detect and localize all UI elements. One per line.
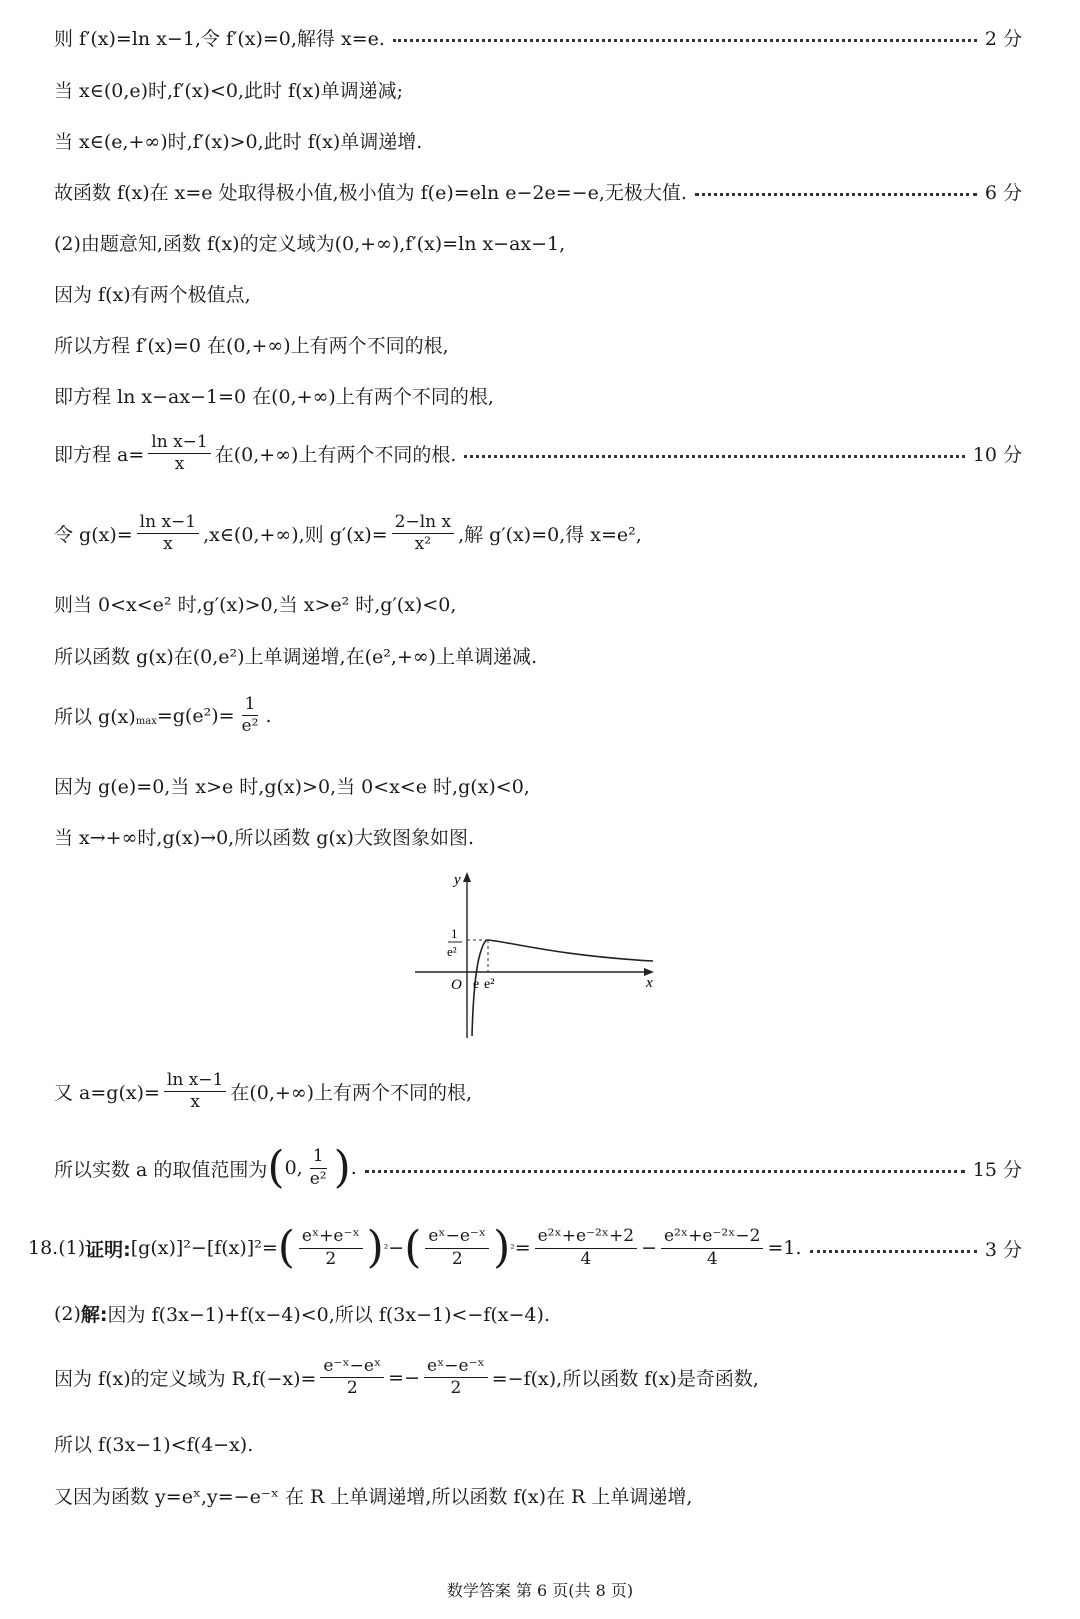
q18-part2-line: (2) 解: 因为 f(3x−1)+f(x−4)<0,所以 f(3x−1)<−f(x−4). [54,1302,550,1326]
step-line-7: 所以方程 f′(x)=0 在(0,+∞)上有两个不同的根, [54,335,449,357]
tick-numerator: 1 [451,926,458,941]
fraction: $\frac{1}{\text{e²}}$ [241,694,259,737]
q18-part1-line: 18. (1) 证明: [g(x)]²−[f(x)]²= ( $\frac{\text{eˣ+e⁻ˣ}}{2}$ ) ² − ( $\frac{\text{eˣ−e⁻ˣ}}{2}$ ) ² = $\frac{\text{e²ˣ+e⁻²ˣ+2}}{4}$ − $\frac{\text{e²ˣ+e⁻²ˣ−2}}{4}$ =1. 3 分 [28,1222,1022,1273]
step-line-3: 当 x∈(e,+∞)时,f′(x)>0,此时 f(x)单调递增. [54,131,423,153]
fraction: $\frac{\text{e²ˣ+e⁻²ˣ−2}}{4}$ [661,1226,763,1270]
step-line-4: 故函数 f(x)在 x=e 处取得极小值,极小值为 f(e)=eln e−2e=−e,无极大值. 6 分 [54,178,1022,205]
fraction: $\frac{\text{e²ˣ+e⁻²ˣ+2}}{4}$ [535,1226,637,1270]
score-label: 10 分 [972,444,1022,467]
x-label: x [646,975,653,991]
step-line-11: 则当 0<x<e² 时,g′(x)>0,当 x>e² 时,g′(x)<0, [54,594,457,616]
step-line-13: 所以 g(x) $_{max}$ =g(e²)= $\frac{1}{\text{e²}}$ . [54,694,272,737]
step-line-5: (2)由题意知,函数 f(x)的定义域为(0,+∞),f′(x)=ln x−ax−1, [54,233,566,255]
q18-monotonic-line: 又因为函数 y=eˣ,y=−e⁻ˣ 在 R 上单调递增,所以函数 f(x)在 R 上单调递增, [54,1486,693,1508]
y-axis-arrow [463,872,471,882]
step-line-1: 则 f′(x)=ln x−1,令 f′(x)=0,解得 x=e. 2 分 [54,24,1022,51]
q18-inequality-line: 所以 f(3x−1)<f(4−x). [54,1434,254,1456]
score-label: 6 分 [984,182,1022,204]
y-label: y [454,872,461,888]
leader-dots [365,1170,965,1173]
fraction: $\frac{\text{eˣ−e⁻ˣ}}{2}$ [424,1356,488,1400]
q18-odd-function-line: 因为 f(x)的定义域为 R,f(−x)= $\frac{\text{e⁻ˣ−eˣ}}{2}$ =− $\frac{\text{eˣ−e⁻ˣ}}{2}$ =−f(x),所以函数 f(x)是奇函数, [54,1356,759,1399]
step-line-10: 令 g(x)= $\frac{\text{ln x−1}}{x}$ ,x∈(0,+∞),则 g′(x)= $\frac{\text{2−ln x}}{\text{x²}}$ ,解 g′(x)=0,得 x=e², [54,512,642,555]
step-line-6: 因为 f(x)有两个极值点, [54,284,251,306]
leader-dots [393,39,977,42]
fraction: $\frac{\text{eˣ−e⁻ˣ}}{2}$ [425,1226,489,1270]
leader-dots [695,193,977,196]
score-label: 2 分 [984,28,1022,50]
step-line-17: 所以实数 a 的取值范围为 ( 0, $\frac{1}{\text{e²}}$ ) . 15 分 [54,1142,1022,1193]
fraction: $\frac{\text{ln x−1}}{x}$ [137,512,199,556]
score-label: 15 分 [972,1158,1022,1181]
step-line-14: 因为 g(e)=0,当 x>e 时,g(x)>0,当 0<x<e 时,g(x)<0, [54,776,530,798]
leader-dots [464,455,964,458]
step-line-8: 即方程 ln x−ax−1=0 在(0,+∞)上有两个不同的根, [54,386,494,408]
origin-label: O [451,977,462,993]
x-tick-e2: e² [484,977,495,992]
step-line-15: 当 x→+∞时,g(x)→0,所以函数 g(x)大致图象如图. [54,827,474,849]
function-graph [410,868,660,1040]
fraction: $\frac{\text{eˣ+e⁻ˣ}}{2}$ [299,1226,363,1270]
tick-denominator: e² [447,944,457,959]
step-line-2: 当 x∈(0,e)时,f′(x)<0,此时 f(x)单调递减; [54,80,404,102]
score-label: 3 分 [984,1238,1022,1261]
fraction: $\frac{\text{ln x−1}}{x}$ [164,1070,226,1114]
fraction: $\frac{\text{2−ln x}}{\text{x²}}$ [392,512,454,556]
leader-dots [810,1250,977,1253]
g-curve [472,940,653,1036]
step-line-9: 即方程 a= $\frac{\text{ln x−1}}{x}$ 在(0,+∞)上有两个不同的根. 10 分 [54,432,1022,475]
fraction: $\frac{\text{ln x−1}}{x}$ [148,432,210,476]
x-tick-e: e [473,977,480,992]
fraction: $\frac{1}{\text{e²}}$ [309,1146,327,1189]
page-footer: 数学答案 第 6 页(共 8 页) [446,1581,634,1600]
step-line-16: 又 a=g(x)= $\frac{\text{ln x−1}}{x}$ 在(0,+∞)上有两个不同的根, [54,1070,473,1113]
step-line-12: 所以函数 g(x)在(0,e²)上单调递增,在(e²,+∞)上单调递减. [54,646,538,668]
fraction: $\frac{\text{e⁻ˣ−eˣ}}{2}$ [320,1356,384,1400]
